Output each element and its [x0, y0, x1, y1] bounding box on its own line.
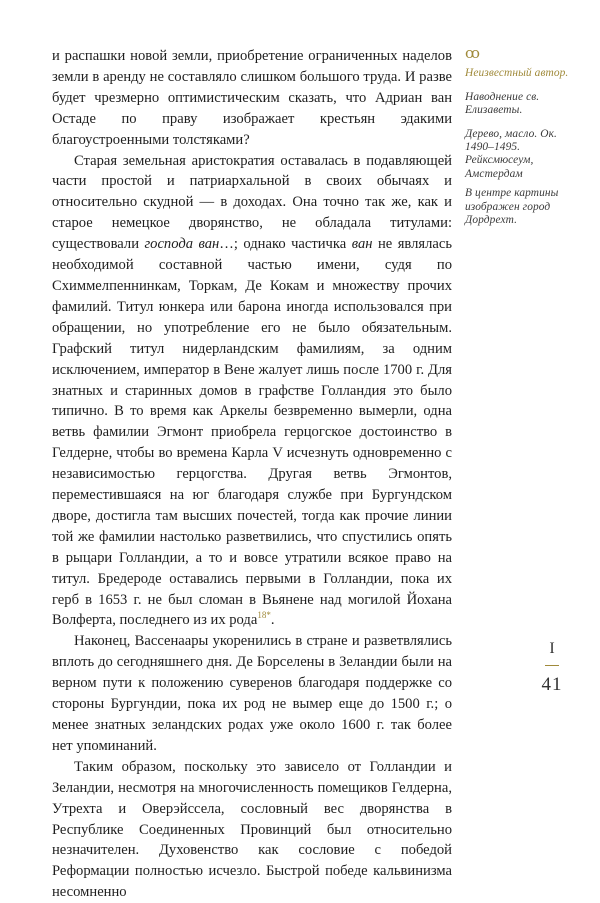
page-number: 41 — [541, 674, 563, 695]
paragraph-2-part-c: не являлась необходимой составной частью имени, судя по Схиммелпеннинкам, Торкам, Де Кокам и множеству прочих фамилий. Титул юнкера или барона иногда использовался при обращении, но употребление его не было обязательным. Графский титул нидерландским фамилиям, за одним исключением, император в Вене жалует лишь после 1700 г. Для знатных и старинных домов в графстве Голландия это было типично. В то время как Аркелы безвременно вымерли, одна ветвь фамилии Эгмонт приобрела герцогское достоинство в Гелдерне, чтобы во времена Карла V исчезнуть одновременно с независимостью герцогства. Другая ветвь Эгмонтов, переместившаяся на юг благодаря службе при Бургундском дворе, достигла там высших почестей, тогда как прочие линии той же фамилии настолько разветвились, что спустились опять в рыцари Голландии, а то и вовсе утратили всякое право на титул. Бредероде оставались первыми в Голландии, пока их герб в 1653 г. не был сломан в Вьянене над могилой Йохана Волферта, последнего из их рода — [52, 236, 453, 629]
caption-title: Наводнение св. Елизаветы. — [465, 90, 540, 117]
caption-technique: Дерево, масло. Ок. 1490–1495. Рейксмюсеум, Амстердам — [465, 127, 557, 180]
paragraph-4: Таким образом, поскольку это зависело от Голландии и Зеландии, несмотря на многочисленность помещиков Гелдерна, Утрехта и Оверэйссела, сословный вес дворянства в Республике Соединенных Провинций был относительно незначителен. Духовенство как сословие с победой Реформации полностью исчезло. Быстрой победе кальвинизма несомненно — [52, 758, 452, 901]
divider — [545, 665, 559, 666]
footnote-marker[interactable]: 18* — [257, 610, 271, 621]
paragraph-2-part-a: Старая земельная аристократия оставалась в подавляющей части простой и патриархальной в своих обычаях и относительно скудной — в доходах. Она точно так же, как и старое немецкое дворянство, не обладала титулами: существовали — [52, 152, 452, 253]
chapter-number: I — [549, 640, 555, 657]
paragraph-3: Наконец, Вассенаары укоренились в стране и разветвлялись вплоть до сегодняшнего дня. Де Борселены в Зеландии были на верном пути к положению суверенов благодаря поддержке со стороны Бургундии, пока их род не вымер еще до 1500 г.; о менее знатных зеландских родах уже около 1600 г. так более нет упоминаний. — [52, 633, 452, 754]
caption-author: Неизвестный автор. — [465, 67, 569, 80]
sidebar-caption — [465, 48, 585, 227]
paragraph-2-italic-2: ван — [351, 236, 373, 253]
paragraph-1: и распашки новой земли, приобретение ограниченных наделов земли в аренду не составляло слишком большого труда. И разве будет чрезмерно оптимистическим сказать, что Адриан ван Остаде по праву изображает крестьян эдакими благоустроенными толстяками? — [52, 48, 452, 148]
paragraph-2 — [52, 151, 452, 632]
caption-note: В центре картины изображен город Дордрехт. — [465, 187, 559, 227]
paragraph-2-italic-1: господа ван — [144, 236, 220, 253]
page-info — [530, 640, 574, 696]
ornament-icon: ꝏ — [465, 46, 481, 62]
main-text — [52, 46, 452, 903]
paragraph-2-part-b: …; однако частичка — [219, 236, 352, 253]
paragraph-2-part-d: . — [270, 612, 275, 629]
